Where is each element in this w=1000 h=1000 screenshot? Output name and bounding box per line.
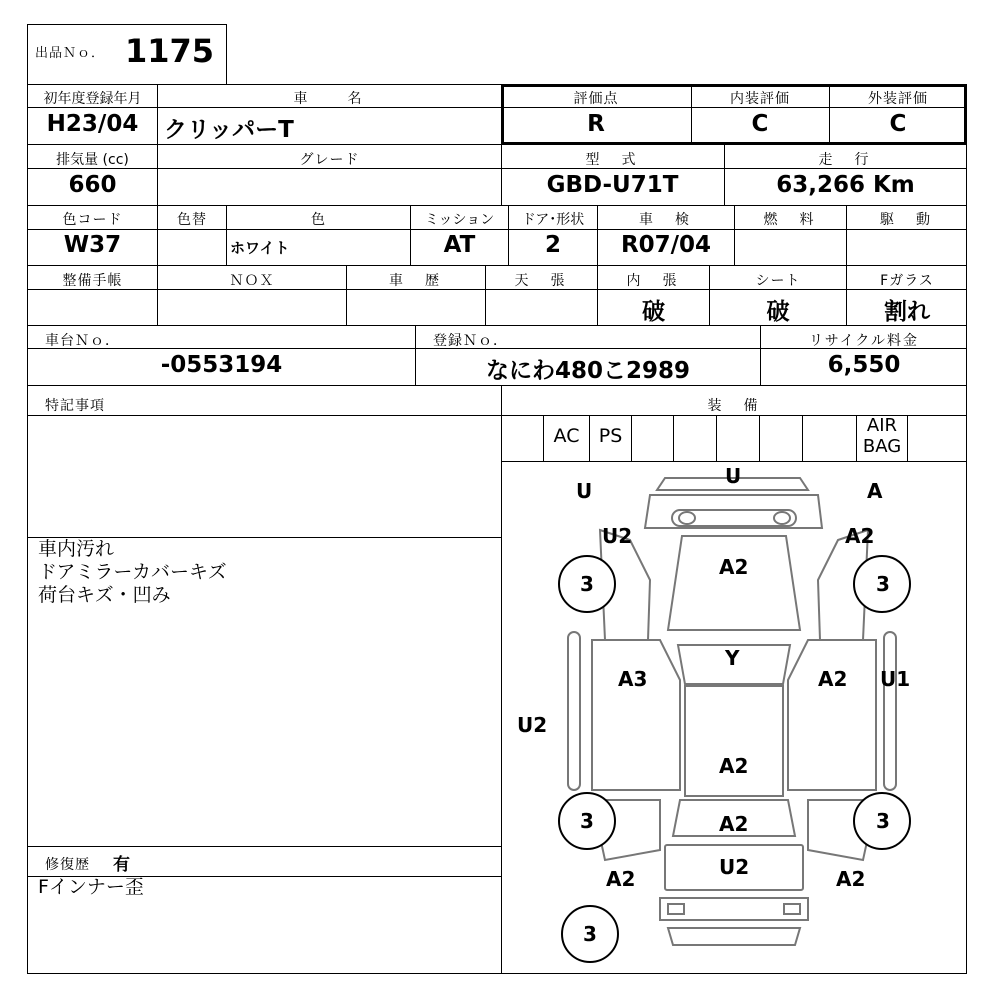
diagram-left-door [592, 640, 680, 790]
remarks-label: 特記事項 [45, 398, 105, 414]
car-name-value: クリッパーT [164, 117, 294, 143]
repair-detail: Fインナー歪 [38, 876, 144, 898]
color-label: 色 [311, 212, 326, 228]
tire-fl-grade: 3 [580, 572, 594, 596]
code-a3-left-door: A3 [618, 667, 648, 691]
code-a-front-right: A [867, 479, 883, 503]
diagram-windshield [668, 536, 800, 630]
model-label: 型 式 [585, 152, 640, 168]
code-a2-rear-left: A2 [606, 867, 636, 891]
code-y-roof: Y [725, 646, 740, 670]
seat-label: シート [755, 273, 801, 289]
tire-fr-grade: 3 [876, 572, 890, 596]
drive-label: 駆 動 [880, 212, 934, 228]
roof-label: 天 張 [514, 273, 569, 289]
diagram-headlight [774, 512, 790, 524]
first-reg-label: 初年度登録年月 [43, 91, 142, 107]
tire-rl-grade: 3 [580, 809, 594, 833]
grade-name-label: グレード [299, 152, 360, 168]
remark-line: 荷台キズ・凹み [38, 584, 171, 606]
mission-label: ミッション [424, 212, 495, 228]
diagram-tail-light [668, 904, 684, 914]
code-u2-hood-left: U2 [602, 524, 633, 548]
glass-value: 割れ [884, 299, 930, 325]
exterior-label: 外装評価 [868, 91, 928, 107]
recycle-value: 6,550 [827, 352, 901, 378]
diagram-rear-under [668, 928, 800, 945]
code-u-front-left: U [576, 479, 593, 503]
glass-label: Fガラス [880, 273, 934, 289]
tire-rr-grade: 3 [876, 809, 890, 833]
diagram-right-door [788, 640, 876, 790]
inner-label: 内 張 [626, 273, 681, 289]
inspection-label: 車 検 [639, 212, 693, 228]
seat-value: 破 [766, 299, 790, 325]
color-code-label: 色コード [62, 212, 123, 228]
code-a2-windshield: A2 [719, 555, 749, 579]
diagram-right-sill [884, 632, 896, 790]
code-a2-right-door: A2 [818, 667, 848, 691]
color-code-value: W37 [63, 232, 122, 258]
equipment-ac: AC [553, 425, 580, 447]
repaint-label: 色替 [177, 212, 207, 228]
color-value: ホワイト [230, 239, 290, 257]
diagram-left-sill [568, 632, 580, 790]
code-a2-hood-right: A2 [845, 524, 875, 548]
door-value: 2 [544, 232, 561, 258]
diagram-cabin [685, 686, 783, 796]
grade-value: R [587, 111, 605, 137]
exterior-value: C [889, 111, 907, 137]
model-value: GBD-U71T [546, 172, 679, 198]
history-label: 車 歴 [389, 273, 443, 289]
maintenance-label: 整備手帳 [62, 273, 123, 289]
code-a2-rear-right: A2 [836, 867, 866, 891]
remark-line: 車内汚れ [38, 538, 115, 560]
code-a2-cabin: A2 [719, 754, 749, 778]
code-a2-bed-front: A2 [719, 812, 749, 836]
diagram-rear-bumper [660, 898, 808, 920]
diagram-tail-light [784, 904, 800, 914]
repair-label: 修復歴 [45, 857, 90, 873]
repair-value: 有 [113, 855, 130, 875]
reg-no-value: なにわ480こ2989 [485, 358, 691, 384]
mileage-label: 走 行 [818, 152, 873, 168]
code-u-top: U [725, 464, 742, 488]
fuel-label: 燃 料 [763, 212, 818, 228]
mission-value: AT [443, 232, 476, 258]
chassis-label: 車台Ｎｏ． [45, 333, 120, 349]
diagram-headlight [679, 512, 695, 524]
reg-no-label: 登録Ｎｏ． [433, 333, 508, 349]
code-u2-bed: U2 [719, 855, 750, 879]
inspection-value: R07/04 [620, 232, 712, 258]
equipment-airbag-1: AIR [866, 415, 898, 436]
grade-label: 評価点 [573, 91, 619, 107]
equipment-airbag-2: BAG [862, 436, 902, 457]
interior-value: C [751, 111, 769, 137]
first-reg-value: H23/04 [46, 111, 139, 137]
equipment-ps: PS [598, 425, 623, 447]
equipment-label: 装 備 [707, 398, 762, 414]
nox-label: ＮＯＸ [229, 273, 275, 289]
listing-label: 出品Ｎｏ． [35, 46, 106, 61]
code-u2-left-side: U2 [517, 713, 548, 737]
inner-value: 破 [642, 299, 665, 325]
interior-label: 内装評価 [730, 91, 790, 107]
tire-spare-grade: 3 [583, 922, 597, 946]
mileage-value: 63,266 Km [776, 172, 915, 198]
remark-line: ドアミラーカバーキズ [38, 561, 227, 583]
door-label: ドア･形状 [521, 212, 585, 228]
displacement-value: 660 [68, 172, 117, 198]
car-name-label: 車 名 [293, 91, 366, 107]
code-u1-right-side: U1 [880, 667, 911, 691]
recycle-label: リサイクル料金 [808, 333, 920, 349]
displacement-label: 排気量 (cc) [56, 152, 129, 168]
chassis-value: -0553194 [160, 352, 283, 378]
listing-number: 1175 [125, 32, 215, 70]
